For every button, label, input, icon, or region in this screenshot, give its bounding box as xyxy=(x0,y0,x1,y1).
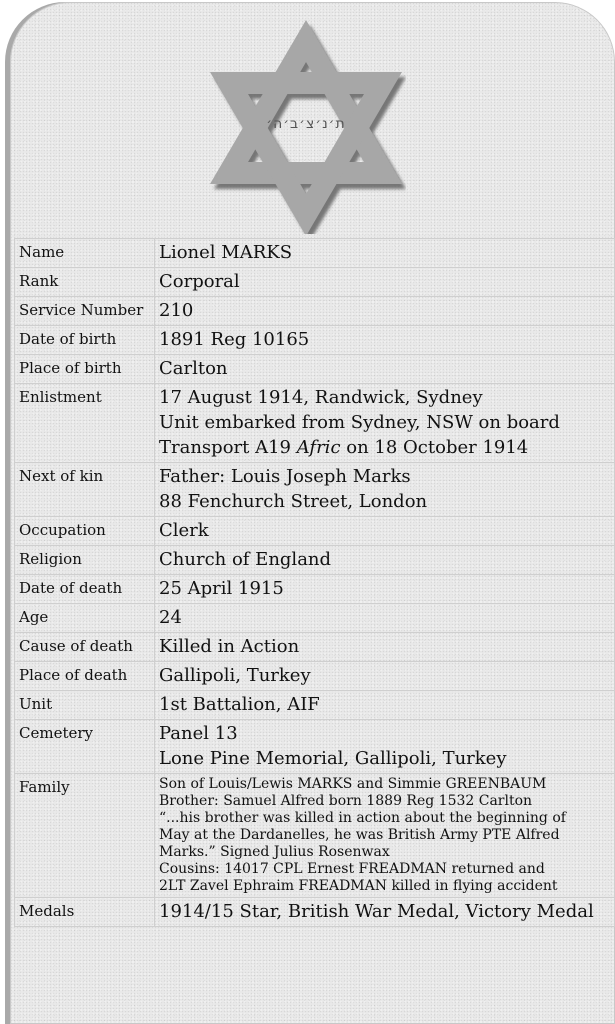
value-line: May at the Dardanelles, he was British Army PTE Alfred xyxy=(159,827,560,843)
field-label: Date of death xyxy=(15,575,155,604)
value-line: 1914/15 Star, British War Medal, Victory Medal xyxy=(159,901,594,922)
field-value xyxy=(155,691,615,720)
field-value xyxy=(155,898,615,927)
value-line: “...his brother was killed in action about the beginning of xyxy=(159,810,566,826)
field-label: Next of kin xyxy=(15,463,155,517)
field-value xyxy=(155,546,615,575)
value-line: Unit embarked from Sydney, NSW on board xyxy=(159,412,560,433)
emblem-inscription: ת׳נ׳צ׳ב׳ה׳ xyxy=(266,116,346,132)
field-value xyxy=(155,633,615,662)
value-line: Son of Louis/Lewis MARKS and Simmie GREENBAUM xyxy=(159,776,547,792)
record-row xyxy=(15,774,615,898)
field-value xyxy=(155,297,615,326)
embark-date: on 18 October 1914 xyxy=(346,437,529,458)
record-row xyxy=(15,546,615,575)
record-row xyxy=(15,268,615,297)
record-row xyxy=(15,297,615,326)
field-label: Cemetery xyxy=(15,720,155,774)
field-label: Age xyxy=(15,604,155,633)
transport-label: Transport A19 xyxy=(159,437,291,458)
value-line: Clerk xyxy=(159,520,209,541)
field-label: Enlistment xyxy=(15,384,155,463)
value-line: Marks.” Signed Julius Rosenwax xyxy=(159,844,390,860)
record-row xyxy=(15,384,615,463)
field-value xyxy=(155,355,615,384)
value-line: 25 April 1915 xyxy=(159,578,284,599)
field-label: Unit xyxy=(15,691,155,720)
value-line: Killed in Action xyxy=(159,636,300,657)
record-row xyxy=(15,517,615,546)
record-row xyxy=(15,326,615,355)
value-line: 1891 Reg 10165 xyxy=(159,329,310,350)
value-line: Father: Louis Joseph Marks xyxy=(159,466,411,487)
record-row xyxy=(15,633,615,662)
value-line: Church of England xyxy=(159,549,332,570)
record-row xyxy=(15,604,615,633)
star-of-david-icon xyxy=(206,14,406,234)
record-row xyxy=(15,691,615,720)
value-line xyxy=(159,435,610,460)
field-value xyxy=(155,604,615,633)
value-line: 24 xyxy=(159,607,182,628)
record-row xyxy=(15,355,615,384)
value-line: Corporal xyxy=(159,271,240,292)
record-row xyxy=(15,662,615,691)
field-value xyxy=(155,384,615,463)
value-line: 2LT Zavel Ephraim FREADMAN killed in flying accident xyxy=(159,878,558,894)
record-row xyxy=(15,575,615,604)
value-line: 210 xyxy=(159,300,194,321)
field-value xyxy=(155,720,615,774)
value-line: Panel 13 xyxy=(159,723,238,744)
ship-name: Afric xyxy=(296,437,341,458)
value-line: Brother: Samuel Alfred born 1889 Reg 1532 Carlton xyxy=(159,793,533,809)
value-line: Lone Pine Memorial, Gallipoli, Turkey xyxy=(159,748,507,769)
field-value xyxy=(155,239,615,268)
value-line: Cousins: 14017 CPL Ernest FREADMAN returned and xyxy=(159,861,545,877)
value-line: 17 August 1914, Randwick, Sydney xyxy=(159,387,483,408)
field-label: Date of birth xyxy=(15,326,155,355)
field-label: Place of birth xyxy=(15,355,155,384)
record-row xyxy=(15,463,615,517)
field-value xyxy=(155,326,615,355)
record-row xyxy=(15,239,615,268)
field-label: Family xyxy=(15,774,155,898)
field-label: Cause of death xyxy=(15,633,155,662)
value-line: 1st Battalion, AIF xyxy=(159,694,320,715)
field-label: Service Number xyxy=(15,297,155,326)
record-row xyxy=(15,898,615,927)
record-row xyxy=(15,720,615,774)
field-label: Rank xyxy=(15,268,155,297)
field-label: Place of death xyxy=(15,662,155,691)
value-line: Gallipoli, Turkey xyxy=(159,665,311,686)
field-label: Name xyxy=(15,239,155,268)
field-value xyxy=(155,774,615,898)
value-line: 88 Fenchurch Street, London xyxy=(159,491,428,512)
field-label: Religion xyxy=(15,546,155,575)
field-value xyxy=(155,517,615,546)
field-value xyxy=(155,662,615,691)
field-label: Medals xyxy=(15,898,155,927)
service-record-table xyxy=(14,238,615,927)
value-line: Lionel MARKS xyxy=(159,242,293,263)
field-value xyxy=(155,268,615,297)
value-line: Carlton xyxy=(159,358,228,379)
field-label: Occupation xyxy=(15,517,155,546)
field-value xyxy=(155,575,615,604)
field-value xyxy=(155,463,615,517)
